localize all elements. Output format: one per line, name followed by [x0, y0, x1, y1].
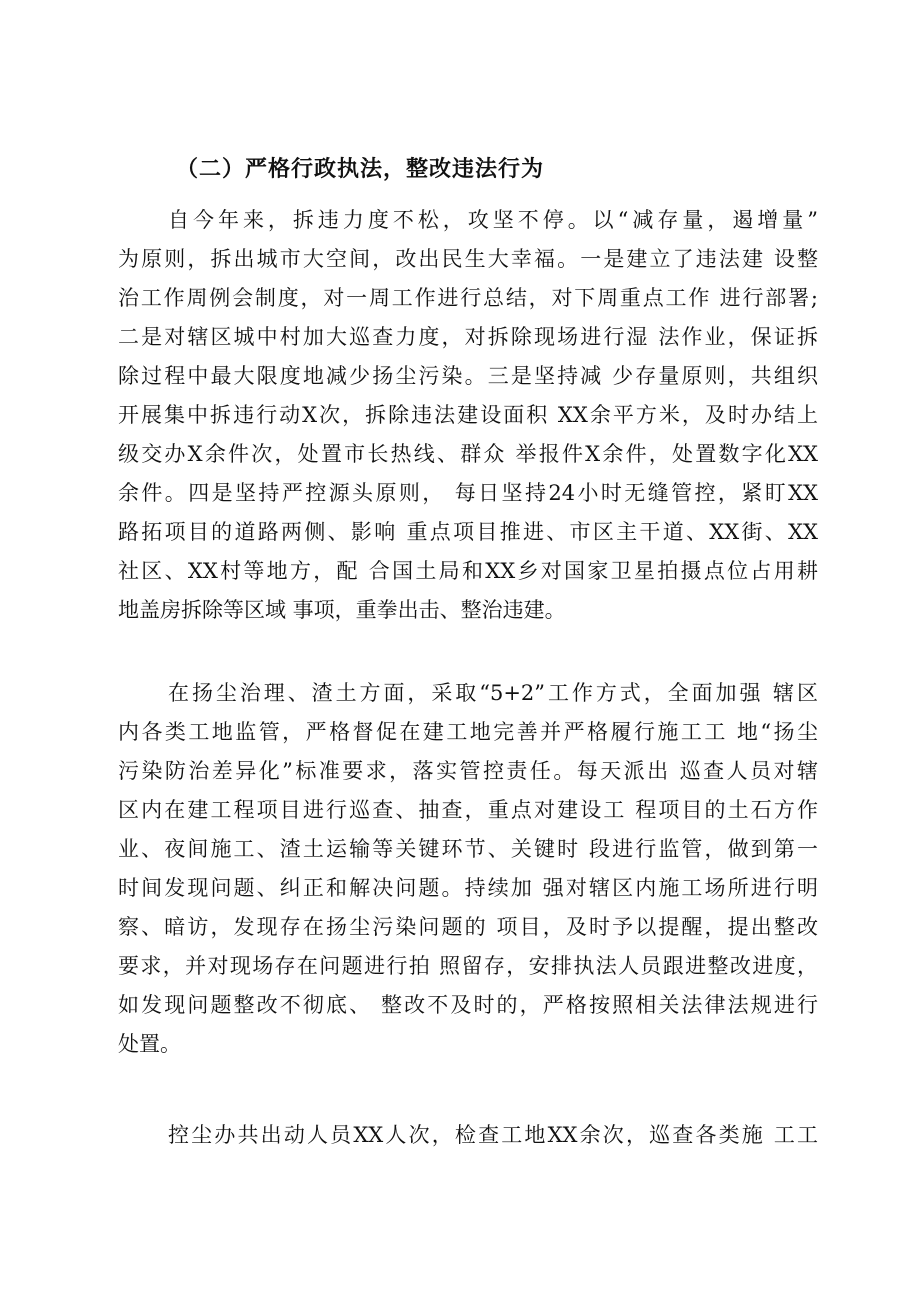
- paragraph-line: 如发现问题整改不彻底、 整改不及时的，严格按照相关法律法规进行: [118, 993, 818, 1017]
- paragraph-line: 察、暗访，发现存在扬尘污染问题的 项目，及时予以提醒，提出整改: [118, 915, 818, 939]
- paragraph-line: 时间发现问题、纠正和解决问题。持续加 强对辖区内施工场所进行明: [118, 876, 818, 900]
- paragraph-demolition: [118, 201, 818, 630]
- paragraph-line: 自今年来，拆违力度不松，攻坚不停。以“减存量，遏增量”: [168, 208, 818, 232]
- paragraph-line: 污染防治差异化”标准要求，落实管控责任。每天派出 巡查人员对辖: [118, 759, 818, 783]
- section-heading: （二）严格行政执法，整改违法行为: [176, 157, 545, 182]
- paragraph-line: 开展集中拆违行动X次，拆除违法建设面积 XX余平方米，及时办结上: [118, 403, 818, 427]
- paragraph-line: 余件。四是坚持严控源头原则， 每日坚持24小时无缝管控，紧盯XX: [118, 481, 818, 505]
- paragraph-line: 路拓项目的道路两侧、影响 重点项目推进、市区主干道、XX街、XX: [118, 520, 818, 544]
- paragraph-line: 内各类工地监管，严格督促在建工地完善并严格履行施工工 地“扬尘: [118, 720, 818, 744]
- paragraph-line: 在扬尘治理、渣土方面，采取“5+2”工作方式，全面加强 辖区: [168, 681, 818, 705]
- paragraph-line: 要求，并对现场存在问题进行拍 照留存，安排执法人员跟进整改进度，: [118, 954, 818, 978]
- paragraph-line: 治工作周例会制度，对一周工作进行总结，对下周重点工作 进行部署;: [118, 286, 818, 310]
- paragraph-line: 处置。: [118, 1032, 181, 1056]
- paragraph-line: 控尘办共出动人员XX人次，检查工地XX余次，巡查各类施 工工: [168, 1123, 818, 1147]
- paragraph-line: 除过程中最大限度地减少扬尘污染。三是坚持减 少存量原则，共组织: [118, 364, 818, 388]
- paragraph-line: 社区、XX村等地方，配 合国土局和XX乡对国家卫星拍摄点位占用耕: [118, 559, 818, 583]
- paragraph-inspection-stats: [118, 1116, 818, 1155]
- paragraph-line: 为原则，拆出城市大空间，改出民生大幸福。一是建立了违法建 设整: [118, 247, 818, 271]
- paragraph-line: 级交办X余件次，处置市长热线、群众 举报件X余件，处置数字化XX: [118, 442, 818, 466]
- paragraph-line: 区内在建工程项目进行巡查、抽查，重点对建设工 程项目的土石方作: [118, 798, 818, 822]
- paragraph-line: 二是对辖区城中村加大巡查力度，对拆除现场进行湿 法作业，保证拆: [118, 325, 818, 349]
- paragraph-line: 业、夜间施工、渣土运输等关键环节、关键时 段进行监管，做到第一: [118, 837, 818, 861]
- paragraph-line: 地盖房拆除等区域 事项，重拳出击、整治违建。: [118, 598, 566, 622]
- paragraph-dust-control: [118, 674, 818, 1064]
